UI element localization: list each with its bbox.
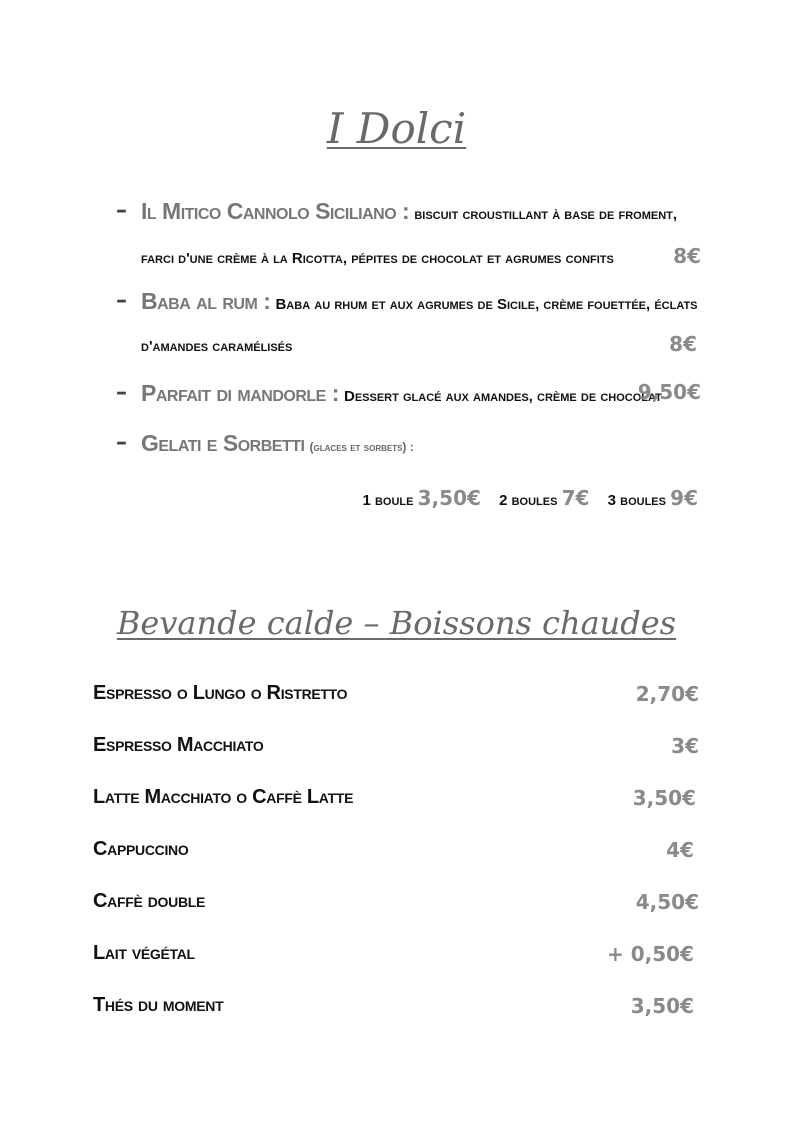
dessert-price: 9,50€ — [637, 380, 701, 404]
drink-row — [93, 734, 699, 764]
list-dash: – — [116, 380, 127, 405]
drink-row — [93, 942, 699, 972]
scoop-label: 3 boules — [607, 492, 666, 509]
drink-price: 4€ — [666, 838, 694, 862]
dolci-title: I Dolci — [326, 104, 467, 153]
dessert-item-baba — [116, 288, 701, 368]
drink-price: 3€ — [671, 734, 699, 758]
drink-name: Espresso Macchiato — [93, 734, 264, 756]
drink-price: 3,50€ — [630, 994, 694, 1018]
scoop-label: 2 boules — [499, 492, 558, 509]
dessert-description: d'amandes caramélisés — [141, 338, 293, 355]
dessert-item-cannolo — [116, 198, 701, 278]
drink-row — [93, 682, 699, 712]
scoop-price: 9€ — [670, 486, 698, 510]
dessert-item-gelati — [116, 430, 701, 464]
dessert-item-parfait — [116, 380, 701, 414]
drink-name: Thés du moment — [93, 994, 224, 1016]
list-dash: – — [116, 198, 127, 223]
list-dash: – — [116, 430, 127, 455]
scoop-price: 3,50€ — [417, 486, 481, 510]
dessert-description: Baba au rhum et aux agrumes de Sicile, crème fouettée, éclats — [275, 296, 698, 313]
drink-row — [93, 890, 699, 920]
dessert-note: (glaces et sorbets) : — [309, 440, 414, 454]
drink-name: Cappuccino — [93, 838, 189, 860]
drink-row — [93, 994, 699, 1024]
drink-name: Lait végétal — [93, 942, 195, 964]
dessert-name: Gelati e Sorbetti — [141, 430, 305, 456]
drink-price: 2,70€ — [635, 682, 699, 706]
drink-row — [93, 838, 699, 868]
drink-row — [93, 786, 699, 816]
dessert-description: farci d'une crème à la Ricotta, pépites de chocolat et agrumes confits — [141, 250, 614, 267]
dessert-price: 8€ — [673, 244, 701, 268]
scoop-label: 1 boule — [362, 492, 414, 509]
drink-price: 3,50€ — [632, 786, 696, 810]
dessert-price: 8€ — [669, 332, 697, 356]
drink-name: Latte Macchiato o Caffè Latte — [93, 786, 354, 808]
scoop-prices — [362, 486, 698, 510]
drink-price: 4,50€ — [635, 890, 699, 914]
drink-price: + 0,50€ — [607, 942, 694, 966]
drink-name: Espresso o Lungo o Ristretto — [93, 682, 348, 704]
drink-name: Caffè double — [93, 890, 206, 912]
bevande-title: Bevande calde – Boissons chaudes — [116, 604, 677, 642]
dessert-name: Parfait di mandorle : — [141, 380, 339, 406]
dessert-name: Il Mitico Cannolo Siciliano : — [141, 198, 410, 224]
dessert-description: biscuit croustillant à base de froment, — [414, 206, 678, 223]
list-dash: – — [116, 288, 127, 313]
dessert-name: Baba al rum : — [141, 288, 271, 314]
scoop-price: 7€ — [561, 486, 590, 510]
dessert-description: Dessert glacé aux amandes, crème de chocolat — [343, 388, 662, 405]
